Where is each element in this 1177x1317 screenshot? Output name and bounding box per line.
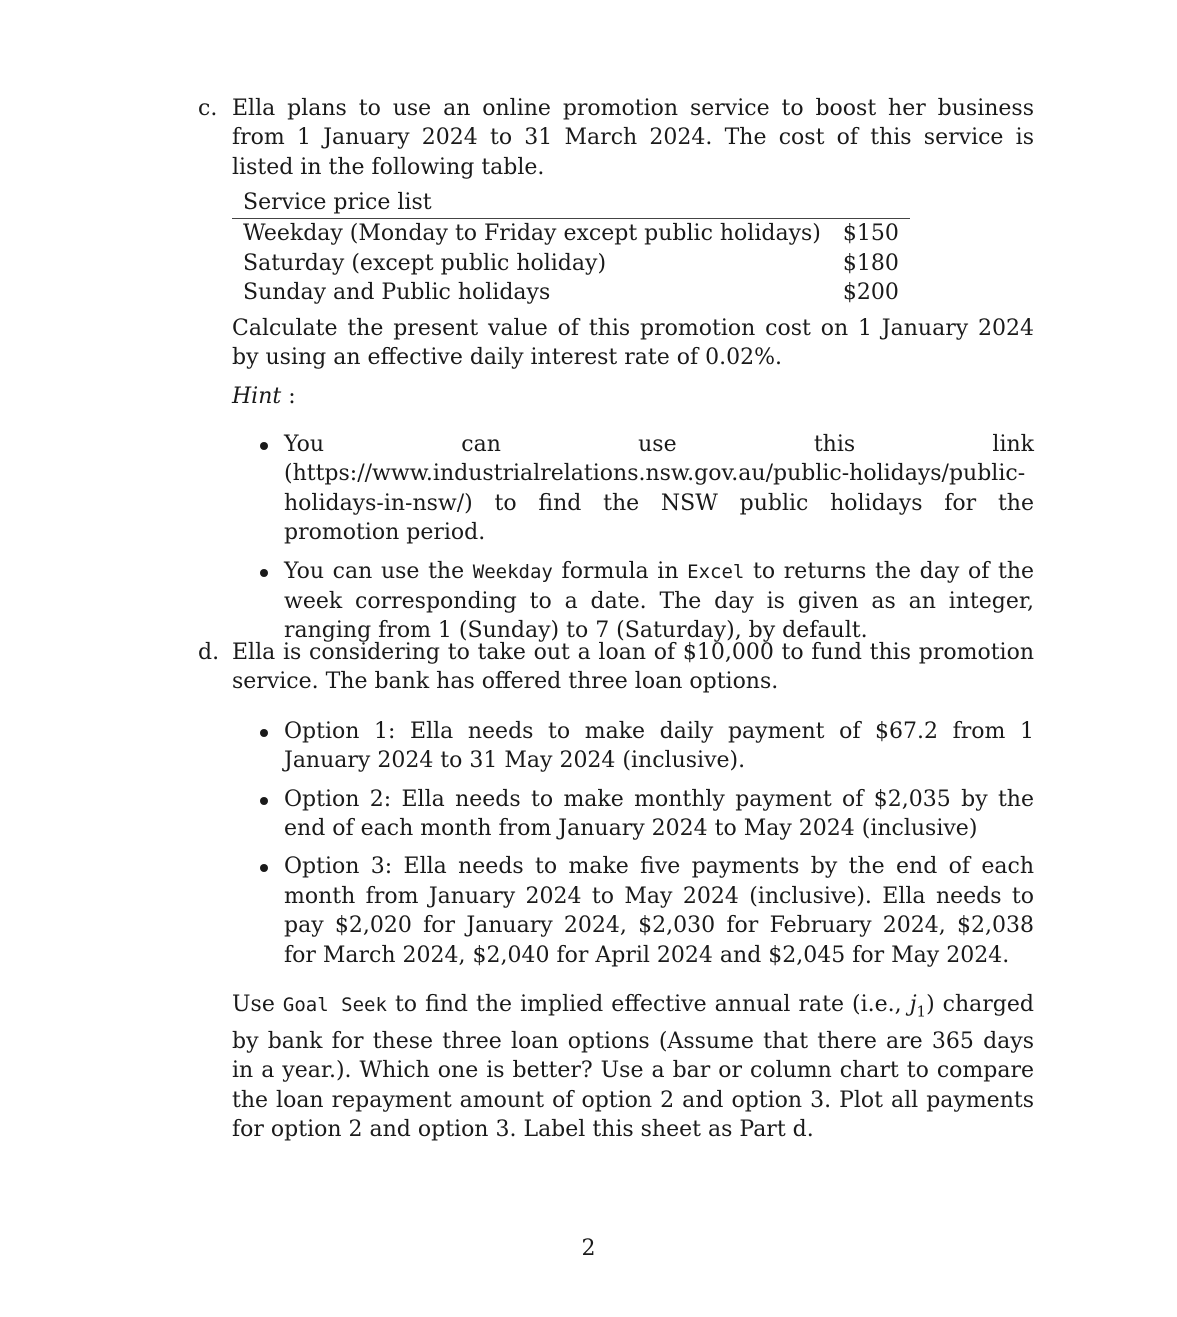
table-cell-price: $180: [842, 250, 899, 276]
service-price-table: [232, 188, 910, 308]
hint-label: Hint: [232, 383, 282, 409]
hint-excel-pre: You can use the: [284, 558, 465, 584]
list-item: [232, 717, 1034, 776]
rate-symbol-letter: j: [909, 992, 917, 1018]
part-c-label: c.: [198, 96, 218, 121]
table-row: [232, 219, 910, 249]
list-item: [232, 785, 1034, 844]
task-post: ) charged by bank for these three loan options (Assume that there are 365 days in a year.). Which one is better? Use a bar or column chart to compare the loan repayment amount of option 2 and option 3. Plot all payments for option 2 and option 3. Label this sheet as Part d.: [232, 992, 1034, 1143]
part-d-task: [232, 990, 1034, 1144]
table-cell-price: $200: [842, 280, 899, 306]
list-item: [232, 430, 1034, 548]
page-number: 2: [581, 1236, 596, 1261]
list-item: [232, 557, 1034, 646]
weekday-function: Weekday: [472, 560, 553, 583]
task-mid: to find the implied effective annual rate (i.e.,: [394, 992, 902, 1018]
hint-link-text: You can use this link (https://www.industrialrelations.nsw.gov.au/public-holidays/public-holidays-in-nsw/) to find the NSW public holidays for the promotion period.: [284, 431, 1034, 546]
table-row: [232, 249, 910, 279]
table-cell-service: Saturday (except public holiday): [243, 250, 607, 276]
bullet-icon: [260, 864, 268, 872]
list-item: [232, 852, 1034, 970]
excel-app-name: Excel: [687, 560, 745, 583]
table-cell-service: Weekday (Monday to Friday except public holidays): [232, 219, 832, 249]
option-2-text: Option 2: Ella needs to make monthly payment of $2,035 by the end of each month from January 2024 to May 2024 (inclusive): [284, 786, 1034, 842]
goal-seek-tool: Goal Seek: [282, 994, 387, 1017]
bullet-icon: [260, 729, 268, 737]
bullet-icon: [260, 797, 268, 805]
hint-excel-mid: formula in: [561, 558, 679, 584]
hint-excel-post: to returns the day of the week corresponding to a date. The day is given as an integer, ranging from 1 (Sunday) to 7 (Saturday), by default.: [284, 558, 1035, 644]
part-d: [198, 638, 1034, 1144]
option-1-text: Option 1: Ella needs to make daily payment of $67.2 from 1 January 2024 to 31 May 2024 (inclusive).: [284, 718, 1034, 774]
bullet-icon: [260, 442, 268, 450]
service-price-table-wrap: [232, 188, 1034, 308]
part-d-label: d.: [198, 640, 220, 665]
table-cell-price: $150: [832, 219, 910, 249]
hint-heading: [232, 382, 1034, 411]
rate-subscript: 1: [916, 1002, 927, 1021]
hint-colon: :: [288, 383, 296, 409]
rate-symbol: [909, 992, 927, 1021]
task-pre: Use: [232, 992, 275, 1018]
part-c: [198, 94, 1035, 646]
part-c-question: Calculate the present value of this promotion cost on 1 January 2024 by using an effective daily interest rate of 0.02%.: [232, 315, 1034, 371]
table-caption: Service price list: [243, 190, 432, 216]
part-c-intro: Ella plans to use an online promotion service to boost her business from 1 January 2024 to 31 March 2024. The cost of this service is listed in the following table.: [232, 96, 1034, 180]
table-row: [232, 278, 910, 308]
option-3-text: Option 3: Ella needs to make five payments by the end of each month from January 2024 to May 2024 (inclusive). Ella needs to pay $2,020 for January 2024, $2,030 for February 2024, $2,038 for March 2024, $2,040 for April 2024 and $2,045 for May 2024.: [284, 854, 1034, 968]
part-d-intro: Ella is considering to take out a loan of $10,000 to fund this promotion service. The bank has offered three loan options.: [232, 640, 1034, 695]
bullet-icon: [260, 569, 268, 577]
loan-options-list: [232, 717, 1034, 970]
hint-list: [232, 430, 1034, 646]
table-cell-service: Sunday and Public holidays: [243, 280, 551, 306]
